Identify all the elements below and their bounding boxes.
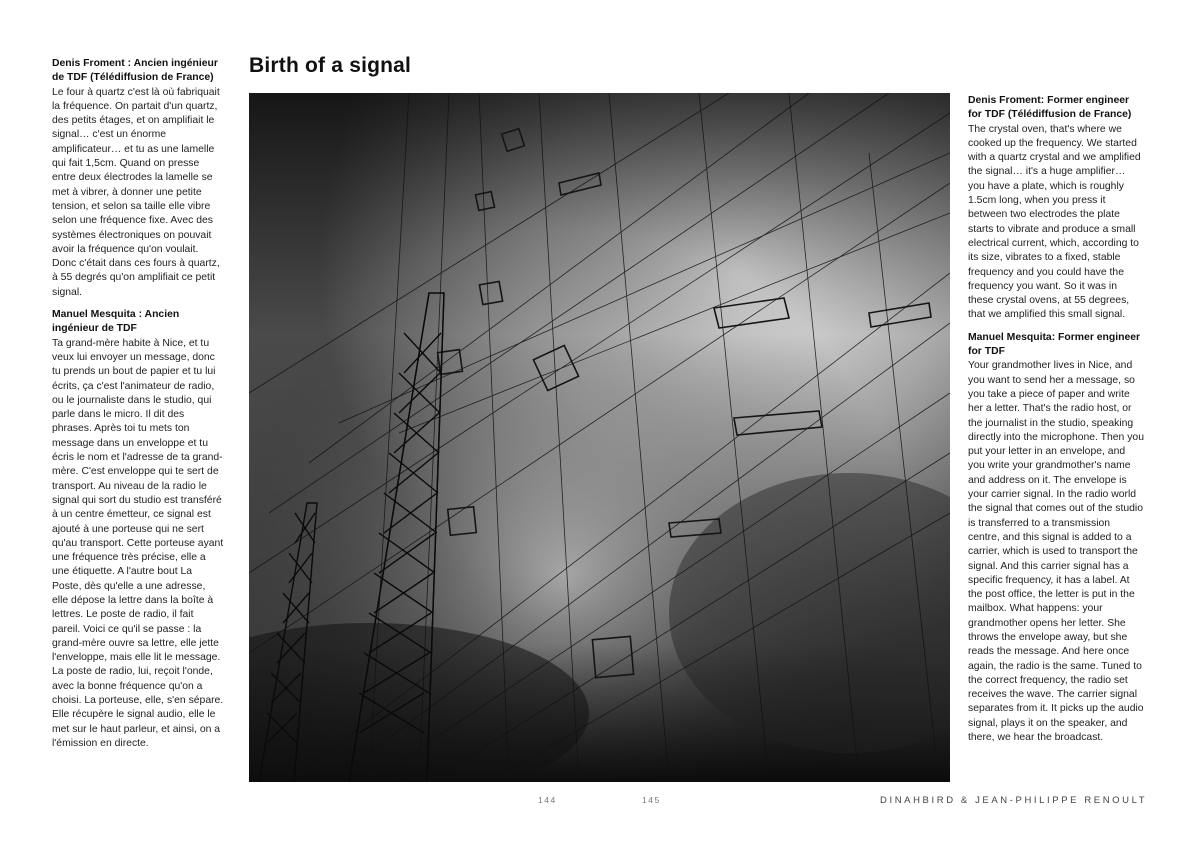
page-title: Birth of a signal	[249, 54, 412, 77]
speaker-block	[968, 94, 1144, 323]
page-number-left: 144	[538, 795, 557, 805]
antenna-photo	[249, 93, 950, 782]
speaker-block	[52, 308, 224, 751]
speaker-name: Denis Froment : Ancien ingénieur de TDF (Télédiffusion de France)	[52, 58, 218, 84]
author-credit: DINAHBIRD & JEAN-PHILIPPE RENOULT	[880, 795, 1148, 806]
page-number-right: 145	[642, 795, 661, 805]
left-column-french	[52, 57, 224, 759]
testimony-text: Your grandmother lives in Nice, and you want to send her a message, so you take a piece of paper and write her a letter. That's the radio host, or the journalist in the studio, speaking directly into the microphone. Then you put your letter in an envelope, and you write your grandmother's name and address on it. The envelope is your carrier signal. In the radio world the signal that comes out of the studio is transferred to a transmission centre, and this signal is added to a carrier, which is used to transport the signal. And this carrier signal has a specific frequency, it has a label. At the post office, the letter is put in the mailbox. What happens: your grandmother opens her letter. She throws the envelope away, but she reads the message. And here once again, the radio is the same. Tuned to the correct frequency, the radio set receives the wave. The carrier signal separates from it. It picks up the audio signal, plays it on the speaker, and there, we hear the broadcast.	[968, 360, 1144, 744]
speaker-name: Manuel Mesquita : Ancien ingénieur de TDF	[52, 309, 180, 335]
testimony-text: Le four à quartz c'est là où fabriquait la fréquence. On partait d'un quartz, des petits étages, et on amplifiait le signal… c'est un énorme amplificateur… et tu as une lamelle qui fait 1,5cm. Quand on presse entre deux électrodes la lamelle se met à vibrer, à donner une petite tension, et selon sa taille elle vibre selon une fréquence fixe. Avec des systèmes électroniques on pouvait avoir la fréquence qu'on voulait. Donc c'était dans ces fours à quartz, à 55 degrés qu'on amplifiait ce petit signal.	[52, 86, 220, 298]
right-column-english	[968, 94, 1144, 753]
speaker-name: Denis Froment: Former engineer for TDF (Télédiffusion de France)	[968, 95, 1132, 121]
testimony-text: The crystal oven, that's where we cooked up the frequency. We started with a quartz crystal and we amplified the signal… it's a huge amplifier… you have a plate, which is roughly 1.5cm long, when you press it between two electrodes the plate starts to vibrate and produce a small electrical current, which, according to its size, vibrates to a fixed, stable frequency and you could have the frequency you want. So it was in these crystal ovens, at 55 degrees, that we amplified this small signal.	[968, 123, 1141, 321]
speaker-block	[968, 331, 1144, 746]
speaker-block	[52, 57, 224, 300]
speaker-name: Manuel Mesquita: Former engineer for TDF	[968, 331, 1141, 358]
testimony-text: Ta grand-mère habite à Nice, et tu veux lui envoyer un message, donc tu prends un bout de papier et tu lui écrits, ça c'est l'animateur de radio, ou le journaliste dans le studio, qui parle dans le micro. Il dit des phrases. Après toi tu mets ton message dans un enveloppe et tu écris le nom et l'adresse de ta grand-mère. C'est enveloppe qui te sert de transport. Au niveau de la radio le signal qui sort du studio est transféré à un centre émetteur, ce signal est ajouté à une porteuse qui ne sert qu'au transport. Cette porteuse ayant une fréquence très précise, elle a une étiquette. A l'autre bout La Poste, dès qu'elle a une adresse, elle dépose la lettre dans la boîte à lettres. Le poste de radio, il fait pareil. Voici ce qu'il se passe : la grand-mère ouvre sa lettre, elle jette l'enveloppe, mais elle lit le message. La poste de radio, lui, reçoit l'onde, avec la bonne fréquence qu'on a choisi. La porteuse, elle, s'en sépare. Elle récupère le signal audio, elle le met sur le haut parleur, et ainsi, on a l'émission en directe.	[52, 337, 224, 749]
